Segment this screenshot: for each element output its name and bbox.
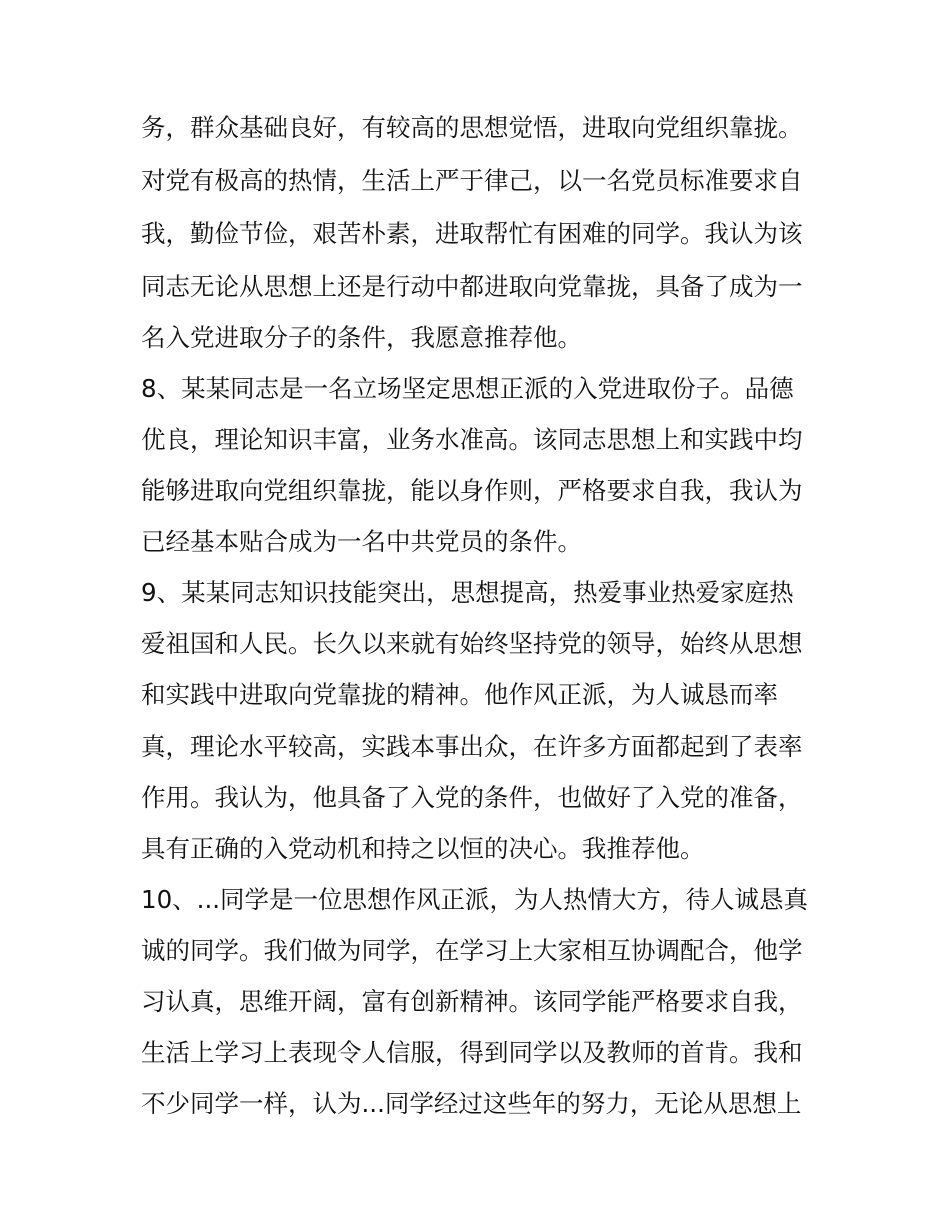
text-line: 10、...同学是一位思想作风正派，为人热情大方，待人诚恳真 <box>141 885 809 914</box>
text-line: 能够进取向党组织靠拢，能以身作则，严格要求自我，我认为 <box>141 476 803 505</box>
text-line: 真，理论水平较高，实践本事出众，在许多方面都起到了表率 <box>141 732 803 761</box>
text-line: 爱祖国和人民。长久以来就有始终坚持党的领导，始终从思想 <box>141 629 803 658</box>
text-line: 务，群众基础良好，有较高的思想觉悟，进取向党组织靠拢。 <box>141 113 803 142</box>
text-line: 对党有极高的热情，生活上严于律己，以一名党员标准要求自 <box>141 166 803 195</box>
text-line: 不少同学一样，认为...同学经过这些年的努力，无论从思想上 <box>141 1089 802 1118</box>
text-line: 我，勤俭节俭，艰苦朴素，进取帮忙有困难的同学。我认为该 <box>141 219 803 248</box>
text-line: 具有正确的入党动机和持之以恒的决心。我推荐他。 <box>141 834 705 863</box>
text-line: 同志无论从思想上还是行动中都进取向党靠拢，具备了成为一 <box>141 272 803 301</box>
text-line: 作用。我认为，他具备了入党的条件，也做好了入党的准备， <box>141 783 803 812</box>
text-line: 9、某某同志知识技能突出，思想提高，热爱事业热爱家庭热 <box>141 578 794 607</box>
text-line: 8、某某同志是一名立场坚定思想正派的入党进取份子。品德 <box>141 374 794 403</box>
text-line: 生活上学习上表现令人信服，得到同学以及教师的首肯。我和 <box>141 1038 803 1067</box>
text-line: 诚的同学。我们做为同学，在学习上大家相互协调配合，他学 <box>141 936 803 965</box>
text-line: 名入党进取分子的条件，我愿意推荐他。 <box>141 323 582 352</box>
text-line: 已经基本贴合成为一名中共党员的条件。 <box>141 527 582 556</box>
text-line: 习认真，思维开阔，富有创新精神。该同学能严格要求自我， <box>141 987 803 1016</box>
text-line: 优良，理论知识丰富，业务水准高。该同志思想上和实践中均 <box>141 425 803 454</box>
text-line: 和实践中进取向党靠拢的精神。他作风正派，为人诚恳而率 <box>141 680 778 709</box>
